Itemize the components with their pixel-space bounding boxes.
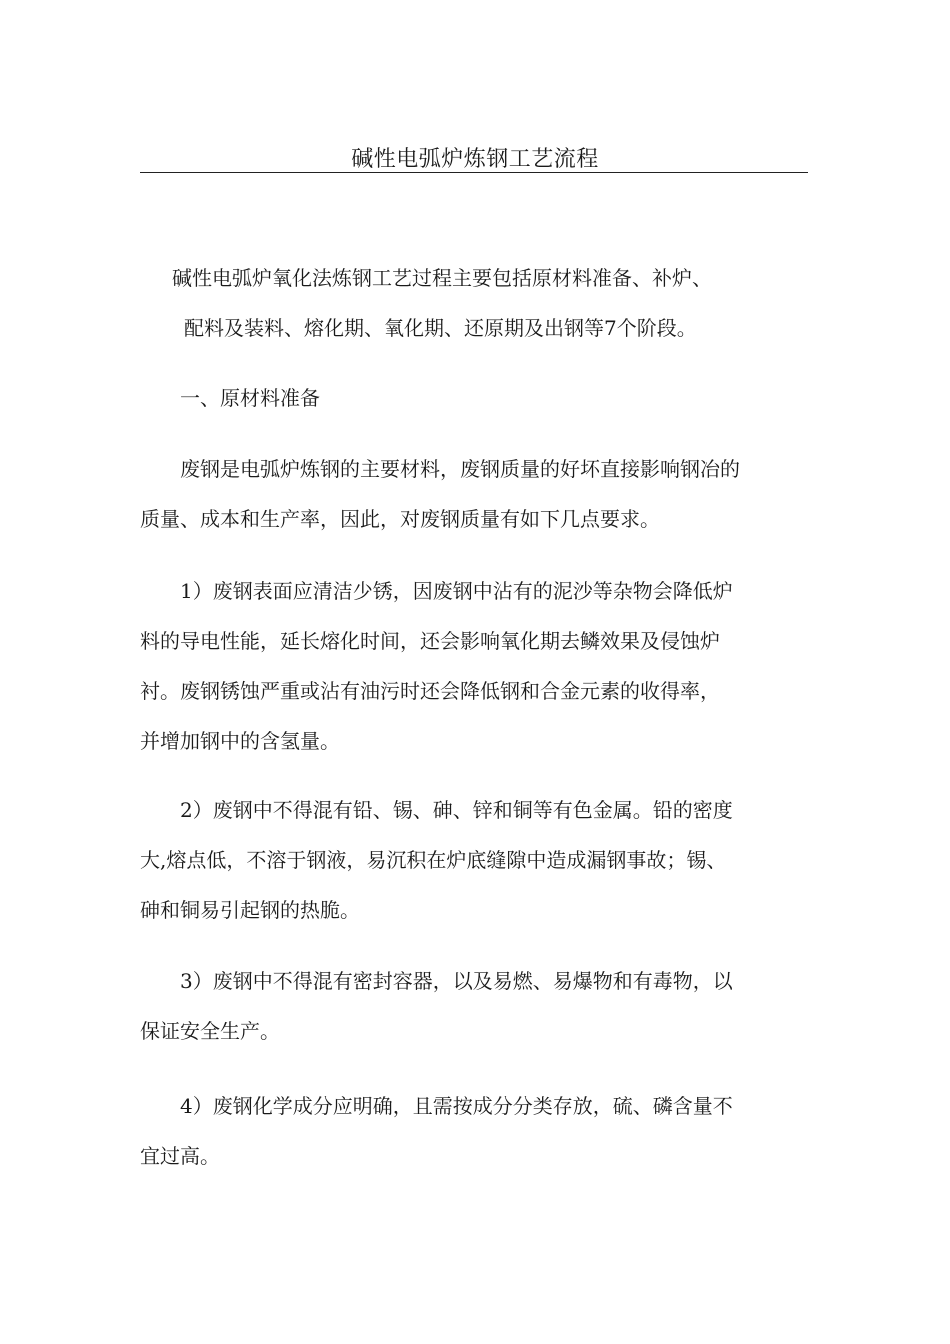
item2-line-2: 大,熔点低，不溶于钢液，易沉积在炉底缝隙中造成漏钢事故；锡、 bbox=[140, 848, 727, 872]
item4-line-1: 4）废钢化学成分应明确，且需按成分分类存放，硫、磷含量不 bbox=[180, 1094, 733, 1118]
intro-paragraph bbox=[140, 253, 808, 353]
requirement-item-4 bbox=[140, 1081, 808, 1181]
para1-line-2: 质量、成本和生产率，因此，对废钢质量有如下几点要求。 bbox=[140, 507, 660, 531]
title-underline bbox=[140, 172, 808, 173]
item2-line-3: 砷和铜易引起钢的热脆。 bbox=[140, 898, 360, 922]
item1-line-2: 料的导电性能，延长熔化时间，还会影响氧化期去鳞效果及侵蚀炉 bbox=[140, 629, 720, 653]
paragraph-scrap-steel bbox=[140, 444, 808, 544]
item1-line-1: 1）废钢表面应清洁少锈，因废钢中沾有的泥沙等杂物会降低炉 bbox=[180, 579, 733, 603]
requirement-item-2 bbox=[140, 785, 808, 935]
requirement-item-1 bbox=[140, 566, 808, 766]
requirement-item-3 bbox=[140, 956, 808, 1056]
item1-line-3: 衬。废钢锈蚀严重或沾有油污时还会降低钢和合金元素的收得率， bbox=[140, 679, 720, 703]
item3-line-1: 3）废钢中不得混有密封容器，以及易燃、易爆物和有毒物，以 bbox=[180, 969, 733, 993]
intro-line-1: 碱性电弧炉氧化法炼钢工艺过程主要包括原材料准备、补炉、 bbox=[172, 266, 712, 290]
para1-line-1: 废钢是电弧炉炼钢的主要材料，废钢质量的好坏直接影响钢冶的 bbox=[180, 457, 740, 481]
section-heading bbox=[140, 373, 808, 423]
document-title: 碱性电弧炉炼钢工艺流程 bbox=[351, 147, 599, 172]
item2-line-1: 2）废钢中不得混有铅、锡、砷、锌和铜等有色金属。铅的密度 bbox=[180, 798, 733, 822]
intro-line-2: 配料及装料、熔化期、氧化期、还原期及出钢等7个阶段。 bbox=[184, 316, 697, 340]
item3-line-2: 保证安全生产。 bbox=[140, 1019, 280, 1043]
item1-line-4: 并增加钢中的含氢量。 bbox=[140, 729, 340, 753]
section-1-heading: 一、原材料准备 bbox=[180, 386, 320, 410]
item4-line-2: 宜过高。 bbox=[140, 1144, 220, 1168]
